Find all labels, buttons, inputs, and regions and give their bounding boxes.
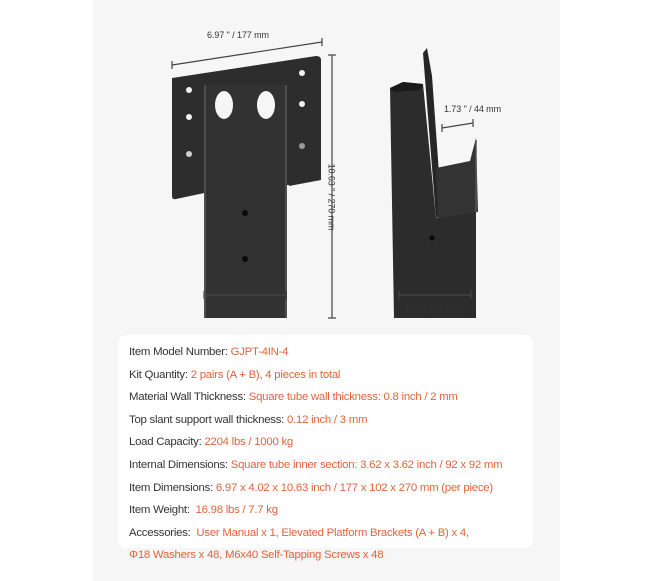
spec-value: 6.97 x 4.02 x 10.63 inch / 177 x 102 x 270 mm (per piece) xyxy=(215,481,493,494)
spec-row-load-capacity xyxy=(129,431,527,454)
spec-label: Accessories: xyxy=(129,526,197,539)
side-width-bottom-label: 3.62 '' / 92 mm xyxy=(404,305,461,315)
spec-value: 0.12 inch / 3 mm xyxy=(287,413,368,426)
spec-label: Item Model Number: xyxy=(129,346,231,358)
spec-value: Φ18 Washers x 48, M6x40 Self-Tapping Screws x 48 xyxy=(129,549,384,562)
spec-label: Internal Dimensions: xyxy=(129,458,231,471)
spec-row-item-dimensions xyxy=(129,477,527,500)
spec-row-internal-dimensions xyxy=(129,454,527,477)
spec-label: Load Capacity: xyxy=(129,436,205,449)
spec-value: 2204 lbs / 1000 kg xyxy=(204,436,294,449)
spec-row-accessories-cont xyxy=(129,544,527,567)
spec-value: Square tube inner section: 3.62 x 3.62 inch / 92 x 92 mm xyxy=(230,458,503,471)
spec-value: GJPT-4IN-4 xyxy=(230,346,289,358)
spec-label: Kit Quantity: xyxy=(129,368,191,381)
front-width-bottom-label: 4.02 '' / 102 mm xyxy=(212,305,274,315)
front-width-top-label: 6.97 '' / 177 mm xyxy=(207,30,269,40)
spec-label: Top slant support wall thickness: xyxy=(129,413,288,426)
spec-value: User Manual x 1, Elevated Platform Brackets (A + B) x 4, xyxy=(196,526,469,539)
spec-row-accessories xyxy=(129,522,527,545)
spec-row-kit-quantity xyxy=(129,364,527,387)
spec-value: Square tube wall thickness: 0.8 inch / 2 mm xyxy=(248,391,458,404)
spec-label: Item Dimensions: xyxy=(129,481,216,494)
spec-row-wall-thickness xyxy=(129,386,527,409)
spec-label: Material Wall Thickness: xyxy=(129,391,249,404)
spec-card xyxy=(118,335,533,562)
spec-value: 16.98 lbs / 7.7 kg xyxy=(195,504,278,517)
spec-row-model xyxy=(129,341,527,364)
spec-row-slant-thickness xyxy=(129,409,527,432)
spec-label: Item Weight: xyxy=(129,504,196,517)
spec-value: 2 pairs (A + B), 4 pieces in total xyxy=(190,368,341,381)
spec-row-item-weight xyxy=(129,499,527,522)
side-slot-width-label: 1.73 '' / 44 mm xyxy=(444,104,501,114)
spec-list xyxy=(129,341,527,567)
front-height-label: 10.63 '' / 270 mm xyxy=(326,163,337,231)
